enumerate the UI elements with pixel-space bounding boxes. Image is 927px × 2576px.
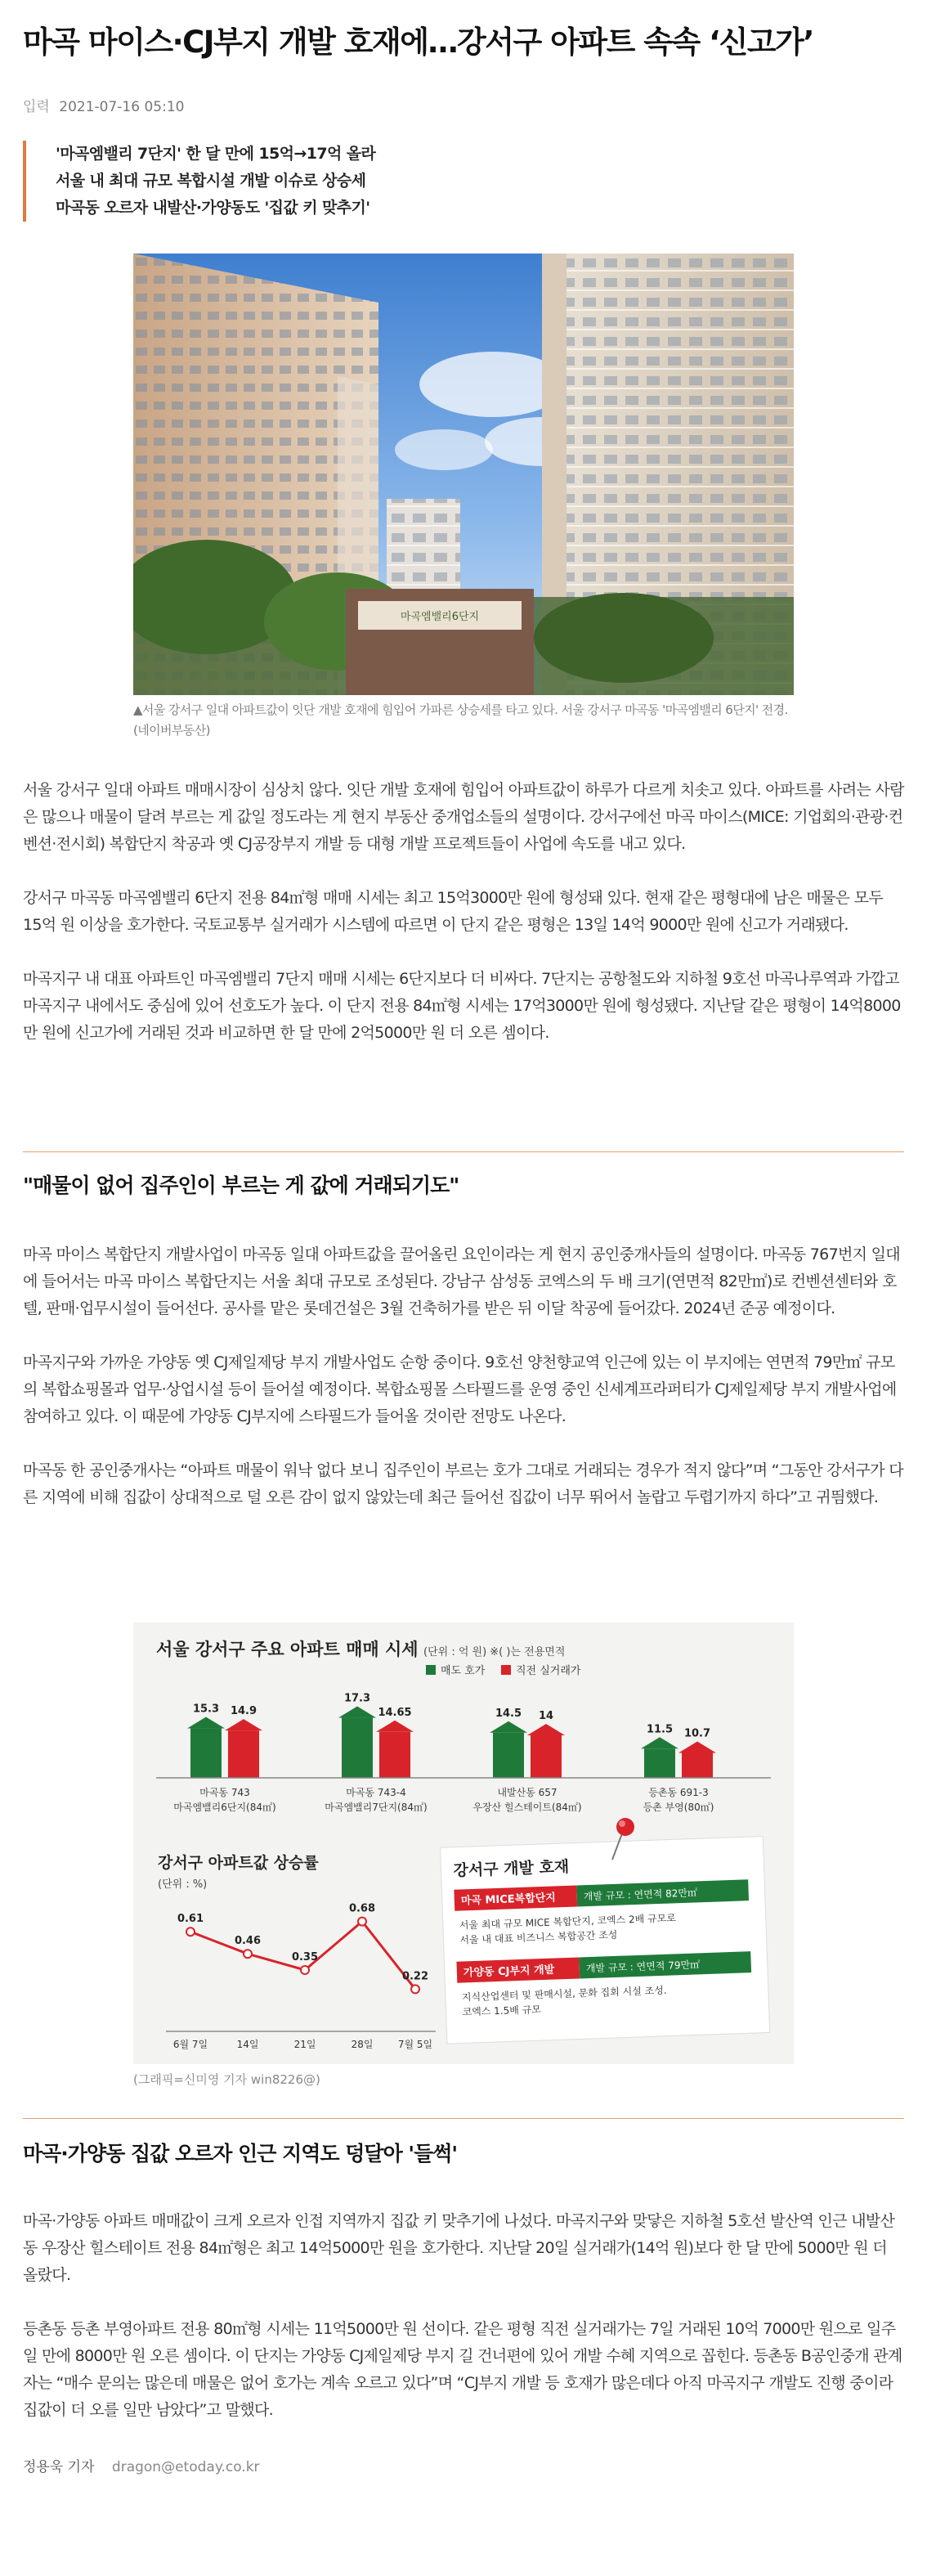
line-value-label: 0.61 [177,1913,204,1926]
bar-ask [493,1733,524,1778]
development-panel [441,1837,770,2044]
paragraph: 서울 강서구 일대 아파트 매매시장이 심상치 않다. 잇단 개발 호재에 힘입어 아파트값이 하루가 다르게 치솟고 있다. 아파트를 사려는 사람은 많으나 매물이 달려 부르는 게 값일 정도라는 게 현지 부동산 중개업소들의 설명이다. 강서구에선 마곡 마이스(MICE: 기업회의·관광·컨벤션·전시회) 복합단지 착공과 옛 CJ공장부지 개발 등 대형 개발 프로젝트들이 사업에 속도를 내고 있다. [23,781,904,853]
bar-roof-ask [187,1717,225,1729]
line-chart-title: 강서구 아파트값 상승률 [158,1854,319,1872]
bar-value-label: 11.5 [646,1723,674,1736]
paragraph: 등촌동 등촌 부영아파트 전용 80㎡형 시세는 11억5000만 원 선이다. 같은 평형 직전 실거래가는 7일 거래된 10억 7000만 원으로 일주일 만에 8000만 원 오른 셈이다. 이 단지는 가양동 CJ제일제당 부지 길 건너편에 있어 개발 수혜 지역으로 꼽힌다. 등촌동 B공인중개 관계자는 “매수 문의는 많은데 매물은 없어 호가는 계속 오르고 있다”며 “CJ부지 개발 등 호재가 많은데다 아직 마곡지구 개발도 진행 중이라 집값이 더 오를 일만 남았다”고 말했다. [23,2320,902,2419]
bar-roof-recent [527,1724,565,1735]
bar-category-label: 등촌 부영(80㎡) [643,1802,714,1813]
bar-category-label: 마곡엠밸리7단지(84㎡) [325,1802,428,1813]
dev2-desc: 지식산업센터 및 판매시설, 문화 집회 시설 조성. [461,1984,667,2004]
legend-ask: 매도 호가 [441,1665,486,1677]
dev1-scale: 개발 규모 : 연면적 82만㎡ [583,1887,698,1903]
subtitle-line: '마곡엠밸리 7단지' 한 달 만에 15억→17억 올라 [56,145,376,163]
dev2-desc: 코엑스 1.5배 규모 [462,2004,542,2018]
infographic-chart [133,1622,794,2064]
line-value-label: 0.46 [234,1935,262,1948]
bar-recent [379,1732,410,1778]
byline [23,2455,260,2475]
legend-swatch-recent [501,1665,511,1675]
photo-caption: ▲서울 강서구 일대 아파트값이 잇단 개발 호재에 힘입어 가파른 상승세를 타고 있다. 서울 강서구 마곡동 '마곡엠밸리 6단지' 전경. (네이버부동산) [133,702,788,738]
legend-recent: 직전 실거래가 [516,1665,581,1677]
paragraph: 강서구 마곡동 마곡엠밸리 6단지 전용 84㎡형 매매 시세는 최고 15억3000만 원에 형성돼 있다. 현재 같은 평형대에 남은 매물은 모두 15억 원 이상을 호가한다. 국토교통부 실거래가 시스템에 따르면 이 단지 같은 평형은 13일 14억 9000만 원에 신고가 거래됐다. [23,889,883,934]
bar-roof-ask [641,1737,678,1748]
line-point [411,1985,419,1993]
legend-swatch-ask [426,1665,436,1675]
bar-ask [342,1718,373,1778]
line-value-label: 0.68 [348,1902,376,1915]
line-tick-label: 14일 [236,2039,259,2050]
line-tick-label: 6월 7일 [172,2039,208,2050]
subtitle-line: 서울 내 최대 규모 복합시설 개발 이슈로 상승세 [56,172,366,190]
bar-value-label: 17.3 [343,1692,371,1705]
section-heading: 마곡·가양동 집값 오르자 인근 지역도 덩달아 '들썩' [23,2142,458,2165]
paragraph: 마곡지구 내 대표 아파트인 마곡엠밸리 7단지 매매 시세는 6단지보다 더 비싸다. 7단지는 공항철도와 지하철 9호선 마곡나루역과 가깝고 마곡지구 내에서도 중심에 있어 선호도가 높다. 이 단지 전용 84㎡형 시세는 17억3000만 원에 형성됐다. 지난달 같은 평형이 14억8000만 원에 신고가에 거래된 것과 비교하면 한 달 만에 2억5000만 원 더 오른 셈이다. [23,970,901,1042]
dev2-tag: 가양동 CJ부지 개발 [463,1963,555,1980]
bar-category-label: 우장산 힐스테이트(84㎡) [472,1802,582,1813]
apartment-photo-illustration [133,254,794,695]
line-tick-label: 21일 [293,2039,316,2050]
bar-roof-recent [376,1721,414,1732]
paragraph: 마곡 마이스 복합단지 개발사업이 마곡동 일대 아파트값을 끌어올린 요인이라는 게 현지 공인중개사들의 설명이다. 마곡동 767번지 일대에 들어서는 마곡 마이스 복합단지는 서울 최대 규모로 조성된다. 강남구 삼성동 코엑스의 두 배 크기(연면적 82만㎡)로 컨벤션센터와 호텔, 판매·업무시설이 들어선다. 공사를 맡은 롯데건설은 3월 건축허가를 받은 뒤 이달 착공에 들어갔다. 2024년 준공 예정이다. [23,1245,900,1317]
line-value-label: 0.35 [291,1951,319,1963]
bar-value-label: 15.3 [192,1703,220,1716]
bar-ask [644,1748,675,1778]
bar-recent [682,1752,713,1778]
dev-panel-title: 강서구 개발 호재 [453,1857,570,1880]
paragraph: 마곡동 한 공인중개사는 “아파트 매물이 워낙 없다 보니 집주인이 부르는 호가 그대로 거래되는 경우가 적지 않다”며 “그동안 강서구가 다른 지역에 비해 집값이 상대적으로 덜 오른 감이 없지 않았는데 최근 들어선 집값이 너무 뛰어서 놀랍고 두렵기까지 하다”고 귀띔했다. [23,1461,903,1506]
section-2 [23,1241,904,1511]
dev1-desc: 서울 최대 규모 MICE 복합단지, 코엑스 2배 규모로 [459,1912,677,1932]
line-point [301,1966,309,1974]
section-heading: "매물이 없어 집주인이 부르는 게 값에 거래되기도" [23,1174,459,1197]
bar-roof-recent [678,1741,716,1752]
section-divider [23,1151,904,1152]
bar-category-label: 내발산동 657 [497,1787,558,1798]
infographic-caption: (그래픽=신미영 기자 win8226@) [133,2072,320,2087]
subtitle-block [23,141,375,222]
line-value-label: 0.22 [401,1970,429,1983]
dev2-scale: 개발 규모 : 연면적 79만㎡ [585,1959,701,1975]
date: 2021-07-16 05:10 [59,99,185,115]
section-divider [23,2118,904,2119]
reporter-email[interactable]: dragon@etoday.co.kr [111,2459,260,2475]
article-photo [133,254,794,695]
bar-category-label: 마곡동 743-4 [346,1787,406,1798]
bar-roof-ask [338,1707,376,1718]
line-tick-label: 7월 5일 [397,2039,433,2050]
bar-chart-unit: (단위 : 억 원) ※( )는 전용면적 [423,1646,566,1658]
bar-value-label: 14.9 [230,1705,258,1718]
apartment-sign: 마곡엠밸리6단지 [400,611,480,623]
date-label: 입력 [23,99,50,115]
subtitle-line: 마곡동 오르자 내발산·가양동도 '집값 키 맞추기' [56,199,370,217]
dateline [23,95,184,115]
bar-chart-title: 서울 강서구 주요 아파트 매매 시세 [156,1640,419,1659]
bar-category-label: 마곡엠밸리6단지(84㎡) [173,1802,276,1813]
bar-value-label: 10.7 [683,1727,711,1740]
section-1 [23,777,904,1047]
line-tick-label: 28일 [351,2039,374,2050]
bar-recent [531,1735,562,1778]
bar-value-label: 14.65 [378,1706,412,1719]
bar-roof-ask [490,1721,527,1733]
line-point [244,1950,252,1958]
line-chart-unit: (단위 : %) [158,1878,208,1891]
reporter-name: 정용욱 기자 [23,2459,95,2475]
section-3 [23,2208,904,2424]
infographic [133,1622,794,2064]
bar-category-label: 마곡동 743 [199,1787,250,1798]
bar-recent [228,1730,259,1778]
line-point [186,1928,195,1936]
bar-category-label: 등촌동 691-3 [648,1787,709,1798]
bar-value-label: 14 [538,1710,554,1722]
line-point [358,1918,366,1926]
bar-roof-recent [225,1719,262,1730]
bar-ask [190,1729,222,1778]
dev1-tag: 마곡 MICE복합단지 [460,1892,557,1908]
dev1-desc: 서울 내 대표 비즈니스 복합공간 조성 [459,1928,618,1946]
article-title: 마곡 마이스·CJ부지 개발 호재에…강서구 아파트 속속 ‘신고가’ [23,25,813,60]
paragraph: 마곡·가양동 아파트 매매값이 크게 오르자 인접 지역까지 집값 키 맞추기에 나섰다. 마곡지구와 맞닿은 지하철 5호선 발산역 인근 내발산동 우장산 힐스테이트 전용 84㎡형은 최고 14억5000만 원을 호가한다. 지난달 20일 실거래가(14억 원)보다 한 달 만에 5000만 원 더 올랐다. [23,2212,895,2284]
bar-value-label: 14.5 [495,1707,522,1720]
paragraph: 마곡지구와 가까운 가양동 옛 CJ제일제당 부지 개발사업도 순항 중이다. 9호선 양천향교역 인근에 있는 이 부지에는 연면적 79만㎡ 규모의 복합쇼핑몰과 업무·상업시설 등이 들어설 예정이다. 복합쇼핑몰 스타필드를 운영 중인 신세계프라퍼티가 CJ제일제당 부지 개발사업에 참여하고 있다. 이 때문에 가양동 CJ부지에 스타필드가 들어올 것이란 전망도 나온다. [23,1353,897,1425]
